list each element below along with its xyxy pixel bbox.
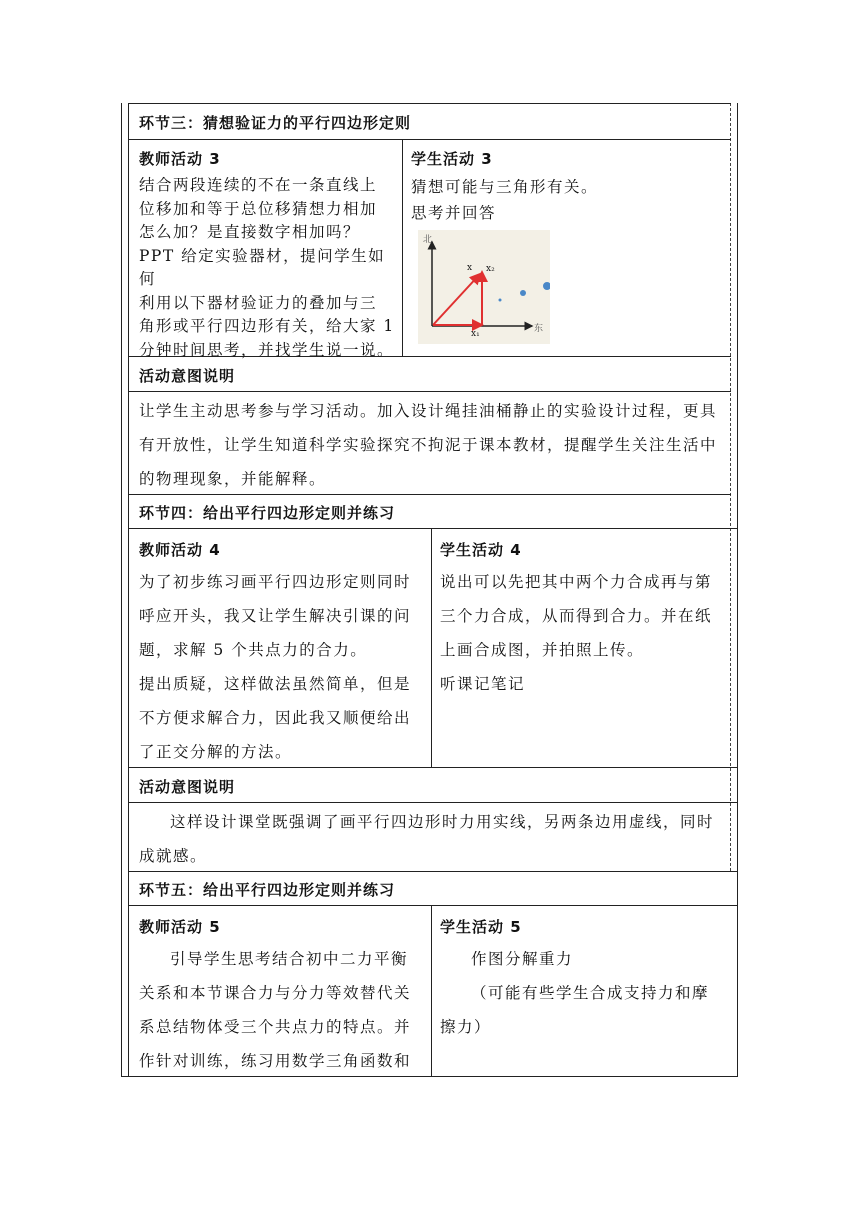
table-right-border — [737, 103, 738, 1077]
text-line: 分钟时间思考，并找学生说一说。 — [139, 340, 395, 359]
text-line: 这样设计课堂既强调了画平行四边形时力用实线，另两条边用虚线，同时 — [170, 813, 715, 831]
dot — [543, 282, 550, 290]
text-line: 提出质疑，这样做法虽然简单，但是 — [139, 675, 412, 693]
section3-student-text — [411, 174, 721, 226]
intent1-text — [139, 394, 734, 496]
section4-student-header: 学生活动 4 — [440, 541, 522, 559]
row-divider — [128, 139, 731, 140]
dot — [520, 290, 526, 296]
dot — [499, 299, 502, 302]
section5-teacher-text — [139, 942, 429, 1078]
text-line: 说出可以先把其中两个力合成再与第 — [440, 573, 713, 591]
text-line: PPT 给定实验器材，提问学生如何 — [139, 246, 386, 288]
intent2-text — [139, 805, 737, 873]
section5-student-text — [440, 942, 732, 1044]
x-label: x — [467, 263, 473, 273]
x2-label: x₂ — [486, 264, 495, 274]
text-line: 作针对训练，练习用数学三角函数和 — [139, 1052, 412, 1070]
text-line: 的物理现象，并能解释。 — [139, 470, 327, 488]
section4-student-text — [440, 565, 732, 701]
text-line: 三个力合成，从而得到合力。并在纸 — [440, 607, 713, 625]
table-left-border — [121, 103, 122, 1077]
text-line: 作图分解重力 — [471, 950, 574, 968]
north-label: 北 — [423, 235, 433, 245]
vector-diagram-image — [418, 230, 550, 344]
section3-teacher-header: 教师活动 3 — [139, 150, 221, 168]
row-divider — [128, 528, 737, 529]
section5-teacher-header: 教师活动 5 — [139, 918, 221, 936]
text-line: 让学生主动思考参与学习活动。加入设计绳挂油桶静止的实验设计过程，更具 — [139, 402, 718, 420]
section3-title: 环节三：猜想验证力的平行四边形定则 — [139, 114, 412, 132]
column-divider — [402, 139, 403, 356]
vector-x — [433, 274, 480, 325]
text-line: （可能有些学生合成支持力和摩 — [471, 984, 710, 1002]
x1-label: x₁ — [471, 329, 480, 339]
text-line: 呼应开头，我又让学生解决引课的问 — [139, 607, 412, 625]
intent2-header: 活动意图说明 — [139, 778, 236, 796]
text-line: 听课记笔记 — [440, 675, 526, 693]
text-line: 猜想可能与三角形有关。 — [411, 178, 599, 196]
text-line: 怎么加？是直接数字相加吗？ — [139, 223, 361, 241]
text-line: 有开放性，让学生知道科学实验探究不拘泥于课本教材，提醒学生关注生活中 — [139, 436, 718, 454]
text-line: 上画合成图，并拍照上传。 — [440, 641, 645, 659]
text-line: 位移加和等于总位移猜想力相加 — [139, 199, 378, 218]
row-divider — [128, 905, 737, 906]
text-line: 擦力） — [440, 1018, 492, 1036]
intent1-header: 活动意图说明 — [139, 367, 236, 385]
text-line: 角形或平行四边形有关，给大家 1 — [139, 317, 395, 335]
table-top-border — [128, 103, 731, 104]
text-line: 成就感。 — [139, 847, 208, 865]
section3-teacher-text — [139, 174, 399, 362]
row-divider — [128, 391, 731, 392]
section4-teacher-header: 教师活动 4 — [139, 541, 221, 559]
text-line: 系总结物体受三个共点力的特点。并 — [139, 1018, 412, 1036]
text-line: 了正交分解的方法。 — [139, 743, 293, 761]
text-line: 引导学生思考结合初中二力平衡 — [170, 950, 409, 968]
text-line: 不方便求解合力，因此我又顺便给出 — [139, 709, 412, 727]
text-line: 关系和本节课合力与分力等效替代关 — [139, 984, 412, 1002]
section3-student-header: 学生活动 3 — [411, 150, 493, 168]
column-divider — [431, 528, 432, 767]
row-divider — [128, 802, 737, 803]
section5-title: 环节五：给出平行四边形定则并练习 — [139, 881, 396, 899]
section5-student-header: 学生活动 5 — [440, 918, 522, 936]
east-label: 东 — [534, 324, 544, 334]
table-left-inner-border — [128, 103, 129, 1077]
text-line: 题，求解 5 个共点力的合力。 — [139, 641, 368, 659]
text-line: 思考并回答 — [411, 204, 497, 222]
section4-teacher-text — [139, 565, 429, 769]
text-line: 利用以下器材验证力的叠加与三 — [139, 293, 378, 312]
column-divider — [431, 905, 432, 1076]
text-line: 为了初步练习画平行四边形定则同时 — [139, 573, 412, 591]
text-line: 结合两段连续的不在一条直线上 — [139, 176, 378, 194]
section4-title: 环节四：给出平行四边形定则并练习 — [139, 504, 396, 522]
